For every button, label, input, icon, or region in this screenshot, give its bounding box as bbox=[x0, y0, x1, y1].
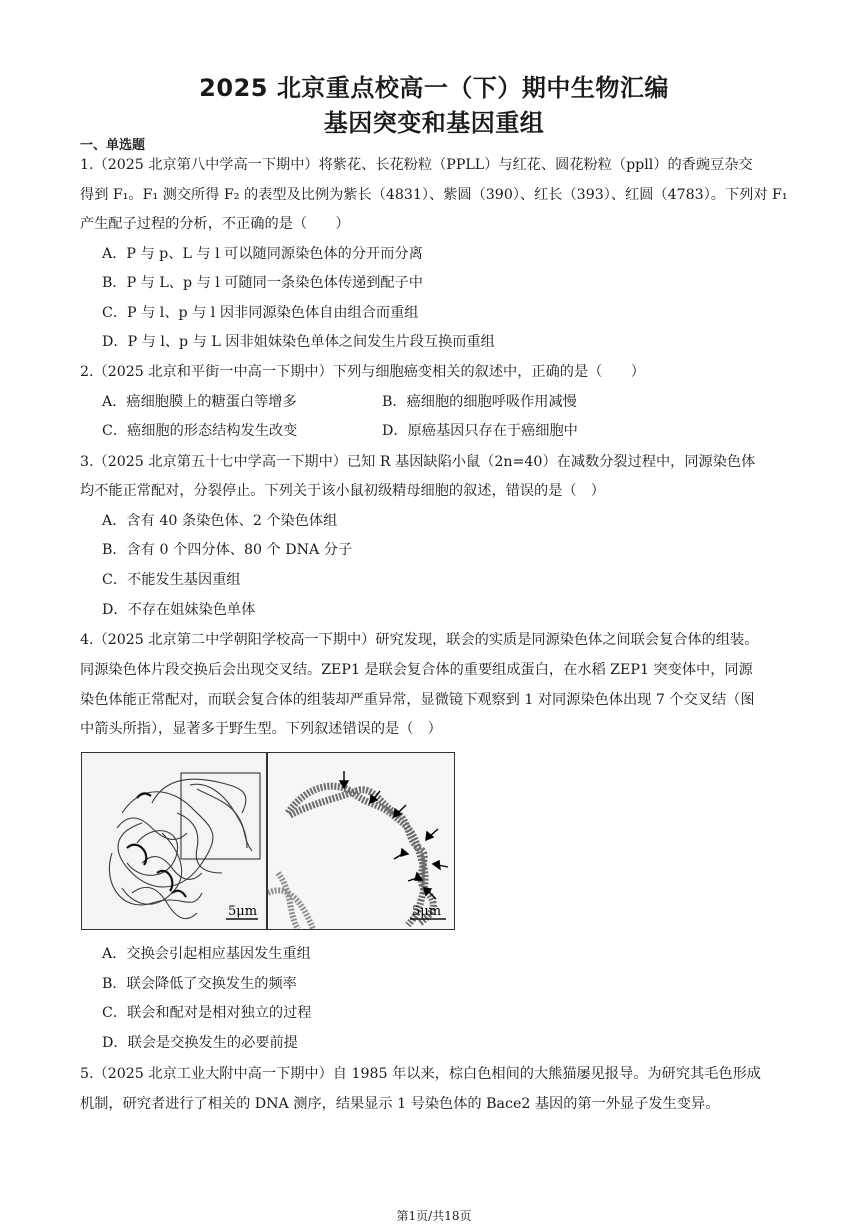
option-d: D．P 与 l、p 与 L 因非姐妹染色单体之间发生片段互换而重组 bbox=[102, 334, 495, 350]
question-stem-line: 染色体能正常配对，而联会复合体的组装却严重异常，显微镜下观察到 1 对同源染色体出现 7 个交叉结（图 bbox=[80, 692, 755, 708]
question-stem-line: 3.（2025 北京第五十七中学高一下期中）已知 R 基因缺陷小鼠（2n=40）在减数分裂过程中，同源染色体 bbox=[80, 454, 756, 470]
question-stem-line: 得到 F₁。F₁ 测交所得 F₂ 的表型及比例为紫长（4831）、紫圆（390）、红长（393）、红圆（4783）。下列对 F₁ bbox=[80, 187, 788, 203]
document-title: 2025 北京重点校高一（下）期中生物汇编 bbox=[199, 74, 669, 102]
section-heading: 一、单选题 bbox=[80, 138, 146, 153]
question-stem-line: 4.（2025 北京第二中学朝阳学校高一下期中）研究发现，联会的实质是同源染色体之间联会复合体的组装。 bbox=[80, 632, 759, 648]
option-d: D．原癌基因只存在于癌细胞中 bbox=[382, 423, 578, 439]
page-number: 第1页/共18页 bbox=[396, 1209, 472, 1223]
question-stem-line: 产生配子过程的分析，不正确的是（ ） bbox=[80, 216, 350, 232]
option-d: D．联会是交换发生的必要前提 bbox=[102, 1035, 298, 1051]
option-a: A．含有 40 条染色体、2 个染色体组 bbox=[102, 513, 338, 529]
option-b: B．P 与 L、p 与 l 可随同一条染色体传递到配子中 bbox=[102, 275, 423, 291]
option-c: C．癌细胞的形态结构发生改变 bbox=[102, 423, 298, 439]
scale-bar-label: 5μm bbox=[228, 904, 258, 919]
question-stem-line: 2.（2025 北京和平街一中高一下期中）下列与细胞癌变相关的叙述中，正确的是（ ） bbox=[80, 364, 645, 380]
option-d: D．不存在姐妹染色单体 bbox=[102, 602, 256, 618]
micrograph-figure bbox=[81, 752, 455, 930]
option-b: B．癌细胞的细胞呼吸作用减慢 bbox=[382, 394, 577, 410]
micrograph-magnified bbox=[267, 752, 455, 930]
option-c: C．P 与 l、p 与 l 因非同源染色体自由组合而重组 bbox=[102, 305, 419, 321]
question-stem-line: 中箭头所指），显著多于野生型。下列叙述错误的是（ ） bbox=[80, 721, 442, 737]
question-stem-line: 1.（2025 北京第八中学高一下期中）将紫花、长花粉粒（PPLL）与红花、圆花粉粒（ppll）的香豌豆杂交 bbox=[80, 157, 753, 173]
option-a: A．癌细胞膜上的糖蛋白等增多 bbox=[102, 394, 297, 410]
chromosome-crossover-image bbox=[268, 753, 454, 929]
scale-bar-label: 5μm bbox=[412, 904, 442, 919]
question-stem-line: 5.（2025 北京工业大附中高一下期中）自 1985 年以来，棕白色相间的大熊猫屡见报导。为研究其毛色形成 bbox=[80, 1066, 761, 1082]
question-stem-line: 同源染色体片段交换后会出现交叉结。ZEP1 是联会复合体的重要组成蛋白，在水稻 ZEP1 突变体中，同源 bbox=[80, 662, 753, 678]
option-c: C．不能发生基因重组 bbox=[102, 572, 241, 588]
option-a: A．交换会引起相应基因发生重组 bbox=[102, 946, 311, 962]
option-b: B．联会降低了交换发生的频率 bbox=[102, 976, 297, 992]
option-a: A．P 与 p、L 与 l 可以随同源染色体的分开而分离 bbox=[102, 246, 423, 262]
micrograph-overview bbox=[81, 752, 267, 930]
document-subtitle: 基因突变和基因重组 bbox=[323, 109, 545, 137]
option-c: C．联会和配对是相对独立的过程 bbox=[102, 1005, 312, 1021]
option-b: B．含有 0 个四分体、80 个 DNA 分子 bbox=[102, 542, 353, 558]
question-stem-line: 机制，研究者进行了相关的 DNA 测序，结果显示 1 号染色体的 Bace2 基因的第一外显子发生变异。 bbox=[80, 1096, 720, 1112]
question-stem-line: 均不能正常配对，分裂停止。下列关于该小鼠初级精母细胞的叙述，错误的是（ ） bbox=[80, 483, 605, 499]
chromosome-overview-image bbox=[82, 753, 266, 929]
